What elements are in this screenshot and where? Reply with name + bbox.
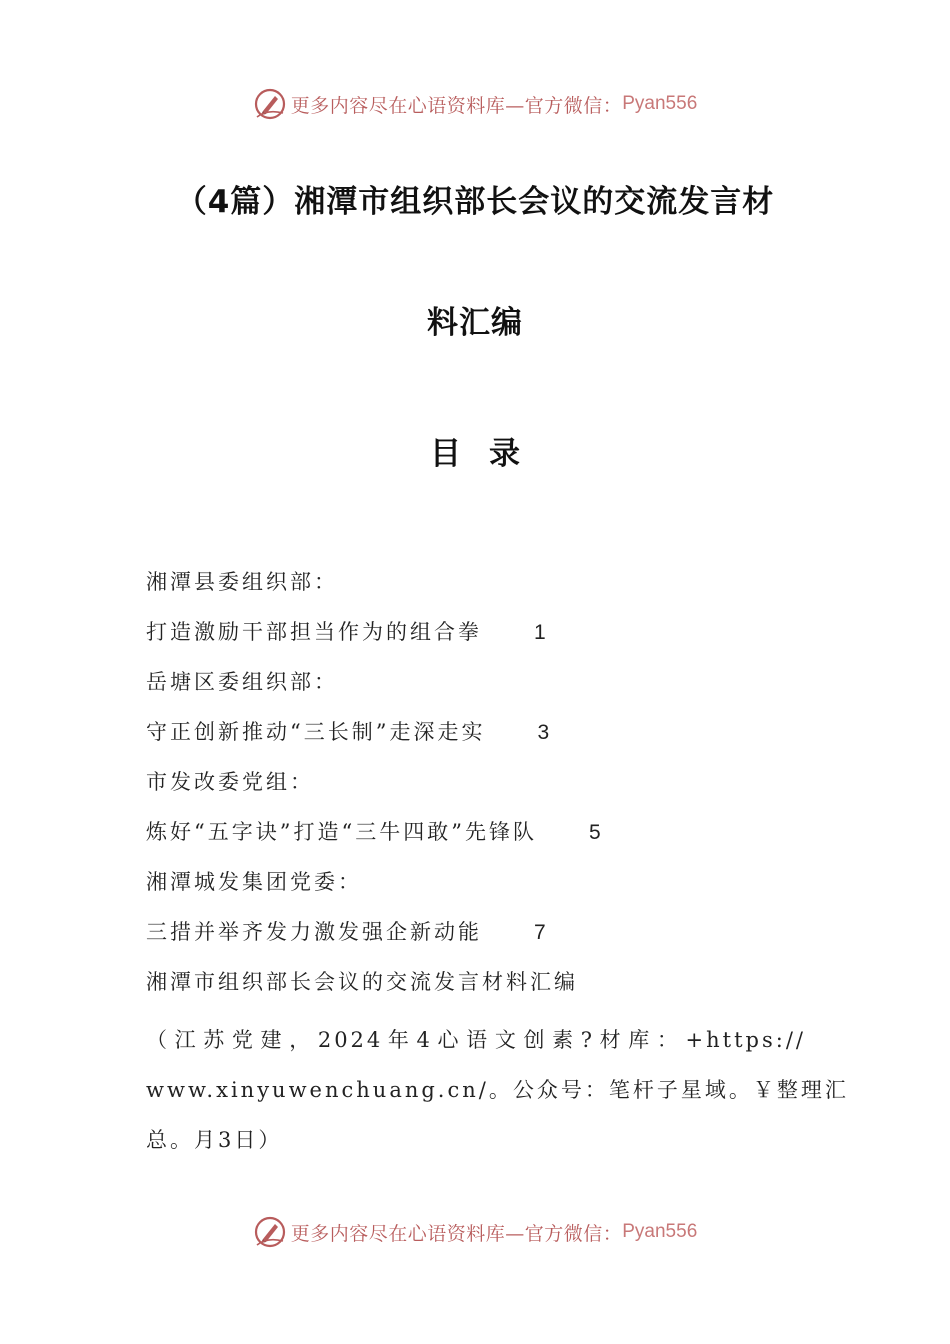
pen-logo-icon: [253, 1215, 287, 1249]
table-of-contents: [146, 565, 849, 1165]
toc-page-number: 1: [534, 621, 546, 644]
toc-entry-section: [146, 765, 806, 815]
toc-page-number: 3: [537, 721, 550, 744]
toc-entry-section: [146, 665, 806, 715]
toc-entry-text: 炼好“五字诀”打造“三牛四敢”先锋队: [146, 820, 537, 844]
document-title-line-2: 料汇编: [427, 305, 523, 341]
toc-entry[interactable]: [146, 615, 806, 665]
toc-entry-text: 市发改委党组：: [146, 770, 314, 794]
watermark-text: 更多内容尽在心语资料库—官方微信：: [290, 1222, 623, 1245]
toc-page-number: 7: [534, 921, 546, 944]
source-note-line-2: www.xinyuwenchuang.cn/。公众号：笔杆子星域。￥整理汇: [146, 1078, 849, 1102]
toc-entry-text: 湘潭市组织部长会议的交流发言材料汇编: [146, 970, 578, 994]
document-title-line-1: （4篇）湘潭市组织部长会议的交流发言材: [175, 184, 775, 220]
toc-entry-section: [146, 965, 806, 1015]
watermark-text: 更多内容尽在心语资料库—官方微信：: [290, 94, 623, 117]
watermark-wechat-id: Pyan556: [622, 93, 698, 114]
toc-entry-text: 岳塘区委组织部：: [146, 670, 338, 694]
toc-entry-text: 打造激励干部担当作为的组合拳: [146, 620, 482, 644]
toc-entry-text: 三措并举齐发力激发强企新动能: [146, 920, 482, 944]
source-note-line-3: 总。月3日）: [146, 1128, 283, 1152]
toc-entry-text: 湘潭县委组织部：: [146, 570, 338, 594]
toc-entry[interactable]: [146, 715, 806, 765]
toc-entry[interactable]: [146, 815, 806, 865]
toc-entry-section: [146, 865, 806, 915]
toc-entry-text: 湘潭城发集团党委：: [146, 870, 362, 894]
toc-heading: 目录: [430, 436, 548, 472]
toc-entry-section: [146, 565, 806, 615]
toc-entry-text: 守正创新推动“三长制”走深走实: [146, 720, 486, 744]
source-note-line-1: （江苏党建，2024年4心语文创素?材库：+https://: [146, 1028, 806, 1052]
header-watermark: [0, 84, 950, 124]
source-note: [146, 1015, 849, 1165]
footer-watermark: [0, 1212, 950, 1252]
pen-logo-icon: [253, 87, 287, 121]
toc-page-number: 5: [588, 821, 601, 844]
toc-entry[interactable]: [146, 915, 806, 965]
watermark-wechat-id: Pyan556: [622, 1221, 698, 1242]
